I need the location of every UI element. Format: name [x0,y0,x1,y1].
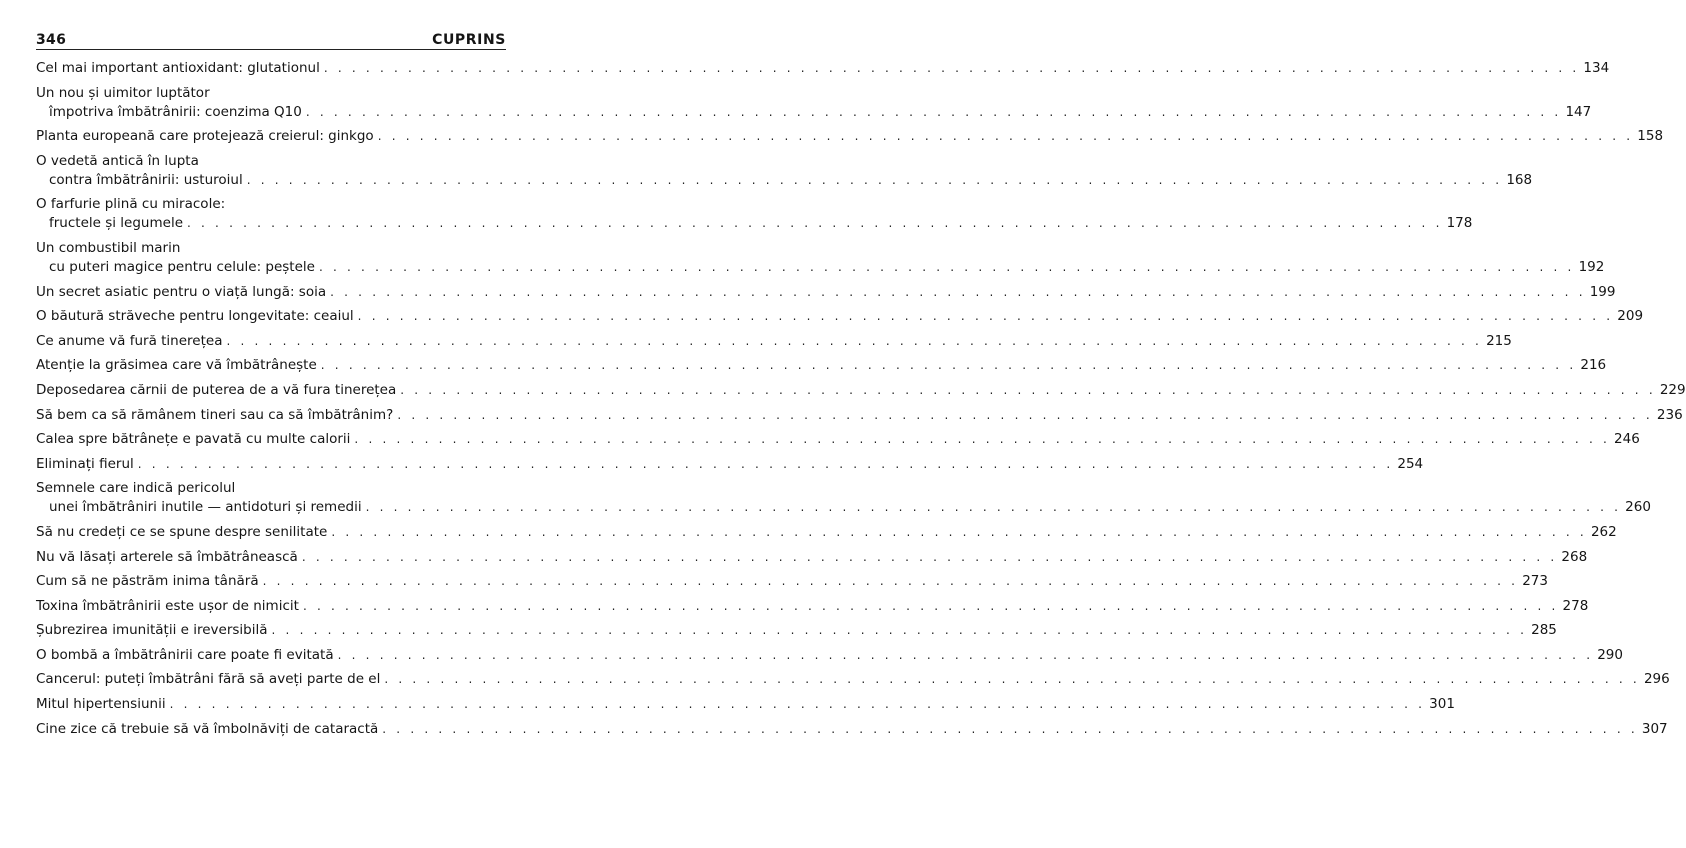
toc-entry-line [36,646,1623,665]
toc-entry-title: Nu vă lăsați arterele să îmbătrânească [36,548,298,565]
toc-entry-title: O vedetă antică în lupta [36,152,199,169]
toc-page-number: 262 [1590,523,1617,540]
toc-entry-line [36,258,1605,277]
toc-entry-title: O farfurie plină cu miracole: [36,196,226,213]
toc-page-number: 216 [1580,357,1607,374]
toc-entry-title: Un secret asiatic pentru o viață lungă: soia [36,283,327,300]
toc-entry-line [36,548,1588,567]
toc-entry-line [36,406,1683,425]
toc-entry [36,646,1623,665]
dot-leader: . . . . . . . . . . . . . . . . . . . . . . . . . . . . . . . . . . . . . . . . . . . . . . . . . . . . . . . . . . . . . . . . . . . . . . . . . . . . . . . . . . . . . . . . . . [301,549,1558,564]
toc-entry-line [36,103,1592,122]
toc-page-number: 147 [1565,103,1592,120]
toc-page-number: 168 [1506,171,1533,188]
toc-page-number: 236 [1656,406,1683,423]
dot-leader: . . . . . . . . . . . . . . . . . . . . . . . . . . . . . . . . . . . . . . . . . . . . . . . . . . . . . . . . . . . . . . . . . . . . . . . . . . . . . . . . . . . . . . . . . . [302,598,1559,613]
dot-leader: . . . . . . . . . . . . . . . . . . . . . . . . . . . . . . . . . . . . . . . . . . . . . . . . . . . . . . . . . . . . . . . . . . . . . . . . . . . . . . . . . . . . . . . . . . [354,432,1611,447]
toc-entry [36,430,1640,449]
toc-page-number: 285 [1531,622,1557,639]
toc-entry-line [36,127,1664,146]
toc-entry-title: Un nou și uimitor luptător [36,84,210,101]
toc-entry-line [36,307,1644,326]
toc-page-number: 158 [1637,128,1664,145]
toc-entry [36,307,1644,326]
dot-leader: . . . . . . . . . . . . . . . . . . . . . . . . . . . . . . . . . . . . . . . . . . . . . . . . . . . . . . . . . . . . . . . . . . . . . . . . . . . . . . . . . . . . . . . . . . [305,104,1562,119]
dot-leader: . . . . . . . . . . . . . . . . . . . . . . . . . . . . . . . . . . . . . . . . . . . . . . . . . . . . . . . . . . . . . . . . . . . . . . . . . . . . . . . . . . . . . . . . . . [320,358,1577,373]
page-header [36,32,506,54]
toc-entry-title: Cine zice că trebuie să vă îmbolnăviți de cataractă [36,720,379,737]
dot-leader: . . . . . . . . . . . . . . . . . . . . . . . . . . . . . . . . . . . . . . . . . . . . . . . . . . . . . . . . . . . . . . . . . . . . . . . . . . . . . . . . . . . . . . . . . . [169,697,1426,712]
dot-leader: . . . . . . . . . . . . . . . . . . . . . . . . . . . . . . . . . . . . . . . . . . . . . . . . . . . . . . . . . . . . . . . . . . . . . . . . . . . . . . . . . . . . . . . . . . [384,672,1640,687]
toc-page-number: 254 [1397,455,1424,472]
toc-entry-title: Atenție la grăsimea care vă îmbătrânește [36,357,317,374]
toc-page-number: 273 [1522,573,1548,590]
toc-page-number: 268 [1561,548,1588,565]
dot-leader: . . . . . . . . . . . . . . . . . . . . . . . . . . . . . . . . . . . . . . . . . . . . . . . . . . . . . . . . . . . . . . . . . . . . . . . . . . . . . . . . . . . . . . . . . . [397,407,1653,422]
toc-entry [36,455,1424,474]
toc-entry [36,548,1588,567]
toc-entry-line [36,597,1589,616]
toc-entry-title: Șubrezirea imunității e ireversibilă [36,622,268,639]
dot-leader: . . . . . . . . . . . . . . . . . . . . . . . . . . . . . . . . . . . . . . . . . . . . . . . . . . . . . . . . . . . . . . . . . . . . . . . . . . . . . . . . . . . . . . . . . . [337,647,1594,662]
toc-entry-line [36,720,1668,739]
toc-entry-title: Eliminați fierul [36,455,134,472]
toc-entry-title: Cum să ne păstrăm inima tânără [36,573,259,590]
toc-entry-line [36,572,1548,591]
toc-entry [36,381,1686,400]
toc-entry [36,127,1664,146]
toc-entry [36,572,1548,591]
toc-entry [36,356,1607,375]
toc-entry-title: Toxina îmbătrânirii este ușor de nimicit [36,597,299,614]
toc-entry [36,670,1670,689]
toc-entry-line [36,621,1557,640]
toc-entry [36,84,1592,122]
dot-leader: . . . . . . . . . . . . . . . . . . . . . . . . . . . . . . . . . . . . . . . . . . . . . . . . . . . . . . . . . . . . . . . . . . . . . . . . . . . . . . . . . . . . . . . . . . [365,500,1622,515]
toc-entry-title: Calea spre bătrânețe e pavată cu multe calorii [36,431,351,448]
toc-entry-title: fructele și legumele [49,215,183,232]
toc-page-number: 199 [1589,283,1616,300]
toc-entry-line [36,283,1616,302]
dot-leader: . . . . . . . . . . . . . . . . . . . . . . . . . . . . . . . . . . . . . . . . . . . . . . . . . . . . . . . . . . . . . . . . . . . . . . . . . . . . . . . . . . . . . . . . . . [377,129,1634,144]
toc-entry [36,406,1683,425]
toc-entry-line [36,455,1424,474]
toc-entry [36,621,1557,640]
toc-entry [36,59,1610,78]
toc-entry-title: Ce anume vă fură tinerețea [36,332,223,349]
toc-entry [36,695,1455,714]
toc-page-number: 290 [1597,646,1623,663]
toc-page-number: 178 [1446,215,1473,232]
toc-page-number: 134 [1583,60,1610,76]
section-title: CUPRINS [432,32,506,48]
toc-entry [36,597,1589,616]
toc-entry [36,523,1617,542]
toc-entry-title: Deposedarea cărnii de puterea de a vă fura tinerețea [36,381,397,398]
toc-entry-line [36,381,1686,400]
toc-entry-line [36,214,1473,233]
table-of-contents [36,59,1686,739]
toc-entry [36,195,1473,233]
dot-leader: . . . . . . . . . . . . . . . . . . . . . . . . . . . . . . . . . . . . . . . . . . . . . . . . . . . . . . . . . . . . . . . . . . . . . . . . . . . . . . . . . . . . . . . . . . [137,456,1394,471]
toc-entry-title: O băutură străveche pentru longevitate: ceaiul [36,308,354,325]
toc-page-number: 229 [1659,381,1686,398]
toc-entry-line [36,356,1607,375]
toc-entry [36,283,1616,302]
toc-entry-title: Un combustibil marin [36,239,181,256]
toc-entry-line [36,430,1640,449]
toc-page-number: 246 [1614,431,1640,448]
header-rule [36,49,506,50]
dot-leader: . . . . . . . . . . . . . . . . . . . . . . . . . . . . . . . . . . . . . . . . . . . . . . . . . . . . . . . . . . . . . . . . . . . . . . . . . . . . . . . . . . . . . . . . . . [271,623,1528,638]
toc-entry-line [36,523,1617,542]
toc-entry-line [36,498,1651,517]
toc-entry [36,479,1651,517]
dot-leader: . . . . . . . . . . . . . . . . . . . . . . . . . . . . . . . . . . . . . . . . . . . . . . . . . . . . . . . . . . . . . . . . . . . . . . . . . . . . . . . . . . . . . . . . . . [246,172,1503,187]
toc-entry [36,332,1512,351]
toc-entry-line [36,670,1670,689]
toc-entry-title: unei îmbătrâniri inutile — antidoturi și remedii [49,499,362,516]
dot-leader: . . . . . . . . . . . . . . . . . . . . . . . . . . . . . . . . . . . . . . . . . . . . . . . . . . . . . . . . . . . . . . . . . . . . . . . . . . . . . . . . . . . . . . . . . . [357,309,1614,324]
dot-leader: . . . . . . . . . . . . . . . . . . . . . . . . . . . . . . . . . . . . . . . . . . . . . . . . . . . . . . . . . . . . . . . . . . . . . . . . . . . . . . . . . . . . . . . . . . [331,524,1587,539]
toc-entry [36,720,1668,739]
dot-leader: . . . . . . . . . . . . . . . . . . . . . . . . . . . . . . . . . . . . . . . . . . . . . . . . . . . . . . . . . . . . . . . . . . . . . . . . . . . . . . . . . . . . . . . . . . [330,284,1586,299]
toc-page-number: 209 [1617,308,1644,325]
toc-entry-title: Planta europeană care protejează creierul: ginkgo [36,128,374,145]
toc-entry-title: Mitul hipertensiunii [36,696,166,713]
toc-entry-title: cu puteri magice pentru celule: peștele [49,258,315,275]
dot-leader: . . . . . . . . . . . . . . . . . . . . . . . . . . . . . . . . . . . . . . . . . . . . . . . . . . . . . . . . . . . . . . . . . . . . . . . . . . . . . . . . . . . . . . . . . . [187,216,1443,231]
dot-leader: . . . . . . . . . . . . . . . . . . . . . . . . . . . . . . . . . . . . . . . . . . . . . . . . . . . . . . . . . . . . . . . . . . . . . . . . . . . . . . . . . . . . . . . . . . [323,61,1580,75]
toc-page-number: 215 [1486,332,1512,349]
toc-page-number: 296 [1643,671,1670,688]
toc-entry-title: Cel mai important antioxidant: glutationul [36,60,320,76]
dot-leader: . . . . . . . . . . . . . . . . . . . . . . . . . . . . . . . . . . . . . . . . . . . . . . . . . . . . . . . . . . . . . . . . . . . . . . . . . . . . . . . . . . . . . . . . . . [318,259,1575,274]
page-number: 346 [36,32,67,48]
dot-leader: . . . . . . . . . . . . . . . . . . . . . . . . . . . . . . . . . . . . . . . . . . . . . . . . . . . . . . . . . . . . . . . . . . . . . . . . . . . . . . . . . . . . . . . . . . [382,721,1638,736]
toc-entry-title: Semnele care indică pericolul [36,480,236,497]
toc-page-number: 301 [1429,696,1455,713]
dot-leader: . . . . . . . . . . . . . . . . . . . . . . . . . . . . . . . . . . . . . . . . . . . . . . . . . . . . . . . . . . . . . . . . . . . . . . . . . . . . . . . . . . . . . . . . . . [262,574,1519,589]
toc-entry-line [36,171,1533,190]
toc-page-number: 307 [1641,720,1668,737]
toc-entry-line [36,59,1610,78]
toc-entry-title: Să bem ca să rămânem tineri sau ca să îmbătrânim? [36,406,394,423]
toc-entry-title: Cancerul: puteți îmbătrâni fără să aveți parte de el [36,671,381,688]
toc-page-number: 260 [1625,499,1651,516]
toc-page-number: 192 [1578,258,1605,275]
toc-entry-title: împotriva îmbătrânirii: coenzima Q10 [49,103,302,120]
toc-entry [36,239,1605,277]
toc-entry [36,152,1533,190]
dot-leader: . . . . . . . . . . . . . . . . . . . . . . . . . . . . . . . . . . . . . . . . . . . . . . . . . . . . . . . . . . . . . . . . . . . . . . . . . . . . . . . . . . . . . . . . . . [400,382,1656,397]
dot-leader: . . . . . . . . . . . . . . . . . . . . . . . . . . . . . . . . . . . . . . . . . . . . . . . . . . . . . . . . . . . . . . . . . . . . . . . . . . . . . . . . . . . . . . . . . . [226,333,1483,348]
toc-page-number: 278 [1562,597,1589,614]
toc-entry-title: Să nu credeți ce se spune despre senilitate [36,523,328,540]
toc-entry-title: O bombă a îmbătrânirii care poate fi evitată [36,646,334,663]
toc-entry-line [36,332,1512,351]
toc-entry-title: contra îmbătrânirii: usturoiul [49,171,243,188]
toc-entry-line [36,695,1455,714]
